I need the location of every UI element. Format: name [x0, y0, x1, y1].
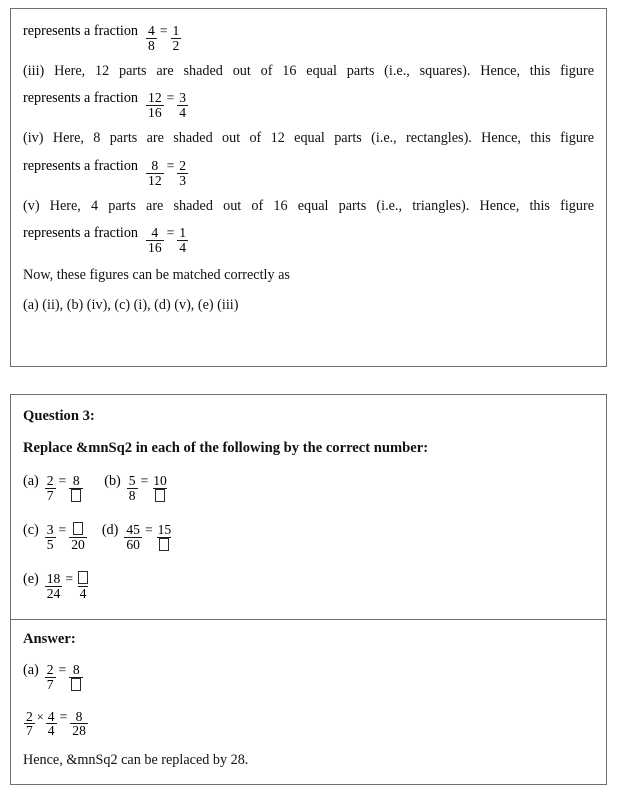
denominator-placeholder	[157, 537, 171, 553]
question-prompt: Replace &mnSq2 in each of the following by the correct number:	[23, 440, 429, 457]
answer-conclusion: Hence, &mnSq2 can be replaced by 28.	[23, 752, 249, 769]
numerator: 3	[179, 90, 187, 106]
answer-working-row	[23, 709, 594, 739]
line-v-fraction-row	[23, 225, 594, 255]
denominator: 7	[26, 723, 33, 739]
question-item-e	[23, 571, 91, 601]
equals-sign: =	[166, 225, 175, 241]
fraction-right	[69, 522, 87, 552]
question-section	[11, 395, 606, 619]
item-tag: (b)	[104, 473, 121, 490]
question-answer-panel	[10, 394, 607, 785]
line-iii-fraction-left	[146, 91, 164, 120]
question-item-c	[23, 522, 88, 552]
numerator-placeholder	[71, 522, 85, 537]
working-fraction-3	[70, 710, 88, 739]
numerator: 2	[46, 661, 54, 677]
line-iii-fraction-right	[177, 91, 188, 120]
numerator: 2	[179, 157, 187, 173]
empty-box-icon	[78, 571, 88, 584]
denominator: 4	[79, 585, 87, 601]
fraction-right	[151, 474, 169, 504]
answer-row-a	[23, 662, 594, 693]
line-iv-lead: represents a fraction	[23, 157, 139, 174]
numerator: 3	[46, 522, 54, 538]
denominator: 24	[46, 585, 61, 601]
denominator: 4	[47, 723, 55, 739]
numerator-placeholder	[76, 571, 90, 586]
item-tag: (a)	[23, 661, 39, 678]
matching-intro: Now, these figures can be matched correctly as	[23, 267, 290, 284]
question-row-cd	[23, 522, 594, 553]
numerator: 8	[75, 708, 83, 724]
line-v-text: (v) Here, 4 parts are shaded out of 16 equal parts (i.e., triangles). Hence, this figure	[23, 197, 594, 214]
denominator: 16	[148, 105, 162, 121]
matching-result: (a) (ii), (b) (iv), (c) (i), (d) (v), (e) (iii)	[23, 296, 239, 313]
denominator: 2	[172, 37, 180, 53]
equals-sign: =	[58, 473, 67, 489]
line-iii-fraction-row	[23, 90, 594, 120]
denominator: 7	[46, 676, 54, 692]
line-iii-lead: represents a fraction	[23, 90, 139, 107]
line-iv-fraction-right	[177, 159, 188, 188]
fraction-right	[156, 523, 174, 553]
numerator: 4	[151, 225, 159, 241]
question-item-a	[23, 473, 84, 504]
answer-section	[11, 620, 606, 770]
numerator: 1	[179, 225, 187, 241]
numerator: 8	[72, 473, 80, 489]
line-v-fraction-right	[177, 226, 188, 255]
line-iii-text: (iii) Here, 12 parts are shaded out of 16 equal parts (i.e., squares). Hence, this figure	[23, 62, 594, 79]
denominator: 3	[179, 172, 187, 188]
fraction-right	[69, 474, 83, 504]
multiply-sign: ×	[36, 709, 44, 724]
equals-sign: =	[159, 23, 168, 38]
empty-box-icon	[155, 489, 165, 502]
numerator: 12	[148, 90, 162, 106]
denominator: 60	[126, 537, 140, 553]
fraction-left	[45, 572, 63, 601]
empty-box-icon	[159, 538, 169, 551]
working-fraction-1	[24, 710, 35, 739]
question-row-e	[23, 571, 594, 601]
fraction-right	[69, 663, 83, 693]
line-iv-text: (iv) Here, 8 parts are shaded out of 12 equal parts (i.e., rectangles). Hence, this figure	[23, 130, 594, 147]
numerator: 15	[157, 522, 172, 538]
item-tag: (a)	[23, 473, 39, 490]
fraction-right	[76, 571, 90, 601]
item-tag: (e)	[23, 570, 39, 587]
equals-sign: =	[65, 570, 74, 586]
item-tag: (c)	[23, 522, 39, 539]
fraction-left	[45, 523, 56, 552]
equals-sign: =	[144, 522, 153, 538]
equals-sign: =	[58, 661, 67, 677]
fraction-left	[124, 523, 142, 552]
empty-box-icon	[71, 678, 81, 691]
denominator: 8	[148, 37, 155, 53]
line-v-fraction-left	[146, 226, 164, 255]
numerator: 2	[26, 708, 33, 724]
fraction-left	[127, 474, 138, 503]
numerator: 2	[46, 473, 54, 489]
denominator: 5	[46, 537, 54, 553]
numerator: 45	[126, 522, 140, 538]
numerator: 8	[151, 157, 159, 173]
line-ii-lead: represents a fraction	[23, 23, 139, 39]
empty-box-icon	[71, 489, 81, 502]
equals-sign: =	[140, 473, 149, 489]
line-ii-fraction-left	[146, 24, 157, 53]
denominator-placeholder	[69, 677, 83, 693]
solution-panel-top-body	[11, 9, 606, 315]
line-iv-fraction-row	[23, 158, 594, 188]
equals-sign: =	[58, 522, 67, 538]
numerator: 4	[148, 23, 155, 38]
answer-heading: Answer:	[23, 630, 76, 647]
numerator: 18	[46, 570, 61, 586]
line-iv-fraction-left	[146, 159, 164, 188]
question-heading: Question 3:	[23, 408, 95, 424]
line-ii-fraction-row	[23, 23, 594, 53]
numerator: 8	[72, 661, 80, 677]
denominator: 7	[46, 488, 54, 504]
solution-panel-top	[10, 8, 607, 367]
empty-box-icon	[73, 522, 83, 535]
numerator: 5	[128, 473, 136, 489]
denominator: 16	[148, 240, 162, 256]
item-tag: (d)	[101, 522, 119, 539]
denominator-placeholder	[153, 488, 167, 504]
line-ii-fraction-right	[171, 24, 182, 53]
denominator: 28	[72, 723, 86, 739]
question-row-ab	[23, 473, 594, 504]
denominator: 20	[71, 537, 85, 553]
equals-sign: =	[166, 90, 175, 106]
numerator: 4	[47, 708, 55, 724]
equals-sign: =	[166, 157, 175, 173]
question-item-d	[102, 522, 174, 553]
denominator: 8	[128, 488, 136, 504]
equals-sign: =	[59, 708, 68, 724]
numerator: 1	[172, 23, 180, 38]
denominator-placeholder	[69, 488, 83, 504]
question-item-b	[104, 473, 170, 504]
fraction-left	[45, 663, 56, 692]
denominator: 12	[148, 172, 162, 188]
denominator: 4	[179, 240, 187, 256]
answer-working	[23, 709, 89, 739]
fraction-left	[45, 474, 56, 503]
working-fraction-2	[46, 710, 57, 739]
line-v-lead: represents a fraction	[23, 225, 139, 242]
numerator: 10	[153, 473, 167, 489]
answer-item-a	[23, 662, 84, 693]
denominator: 4	[179, 105, 187, 121]
